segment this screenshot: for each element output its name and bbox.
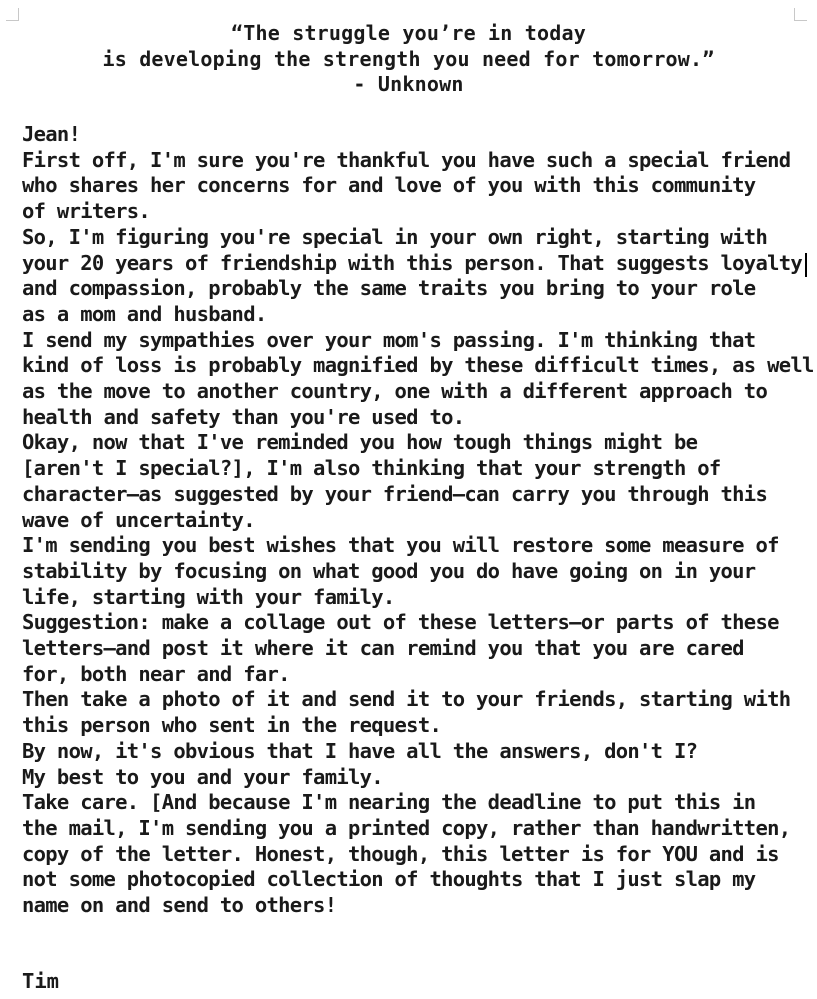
letter-line: My best to you and your family. xyxy=(22,764,383,789)
crop-mark-top-left xyxy=(6,8,19,21)
letter-line: Suggestion: make a collage out of these letters—or parts of these xyxy=(22,610,779,635)
quote-line: “The struggle you’re in today xyxy=(231,21,586,45)
letter-line: copy of the letter. Honest, though, this letter is for YOU and is xyxy=(22,841,779,866)
letter-line: of writers. xyxy=(22,199,151,224)
text-cursor xyxy=(805,253,807,277)
letter-line: name on and send to others! xyxy=(22,893,337,918)
letter-line: as a mom and husband. xyxy=(22,301,267,326)
letter-line: letters—and post it where it can remind you that you are cared xyxy=(22,636,744,661)
letter-line: So, I'm figuring you're special in your own right, starting with xyxy=(22,224,768,249)
letter-line: who shares her concerns for and love of you with this community xyxy=(22,173,756,198)
quote-line: is developing the strength you need for tomorrow.” xyxy=(102,46,715,71)
letter-line: not some photocopied collection of thoughts that I just slap my xyxy=(22,867,756,892)
letter-line: the mail, I'm sending you a printed copy, rather than handwritten, xyxy=(22,815,791,840)
epigraph-quote xyxy=(0,21,817,98)
letter-line: stability by focusing on what good you do have going on in your xyxy=(22,558,756,583)
letter-line: First off, I'm sure you're thankful you have such a special friend xyxy=(22,147,791,172)
letter-line: life, starting with your family. xyxy=(22,584,395,609)
letter-line: Then take a photo of it and send it to your friends, starting with xyxy=(22,687,791,712)
letter-line: as the move to another country, one with a different approach to xyxy=(22,379,768,404)
letter-line: Jean! xyxy=(22,122,81,146)
letter-line: Okay, now that I've reminded you how tough things might be xyxy=(22,430,698,455)
letter-line: I'm sending you best wishes that you will restore some measure of xyxy=(22,533,779,558)
signature: Tim xyxy=(22,969,60,993)
letter-body[interactable] xyxy=(22,122,812,919)
letter-line: Take care. [And because I'm nearing the deadline to put this in xyxy=(22,790,756,815)
letter-line: [aren't I special?], I'm also thinking that your strength of xyxy=(22,456,721,481)
letter-line: wave of uncertainty. xyxy=(22,507,255,532)
letter-line: health and safety than you're used to. xyxy=(22,404,465,429)
letter-line: character—as suggested by your friend—can carry you through this xyxy=(22,481,768,506)
letter-line: and compassion, probably the same traits you bring to your role xyxy=(22,276,756,301)
quote-attribution: - Unknown xyxy=(353,72,464,96)
letter-line: kind of loss is probably magnified by these difficult times, as well xyxy=(22,353,814,378)
letter-line: for, both near and far. xyxy=(22,661,290,686)
letter-line: By now, it's obvious that I have all the answers, don't I? xyxy=(22,738,698,763)
crop-mark-top-right xyxy=(794,8,807,21)
letter-line: your 20 years of friendship with this person. That suggests loyalty xyxy=(22,250,803,275)
letter-line: I send my sympathies over your mom's passing. I'm thinking that xyxy=(22,327,756,352)
letter-line: this person who sent in the request. xyxy=(22,713,442,738)
